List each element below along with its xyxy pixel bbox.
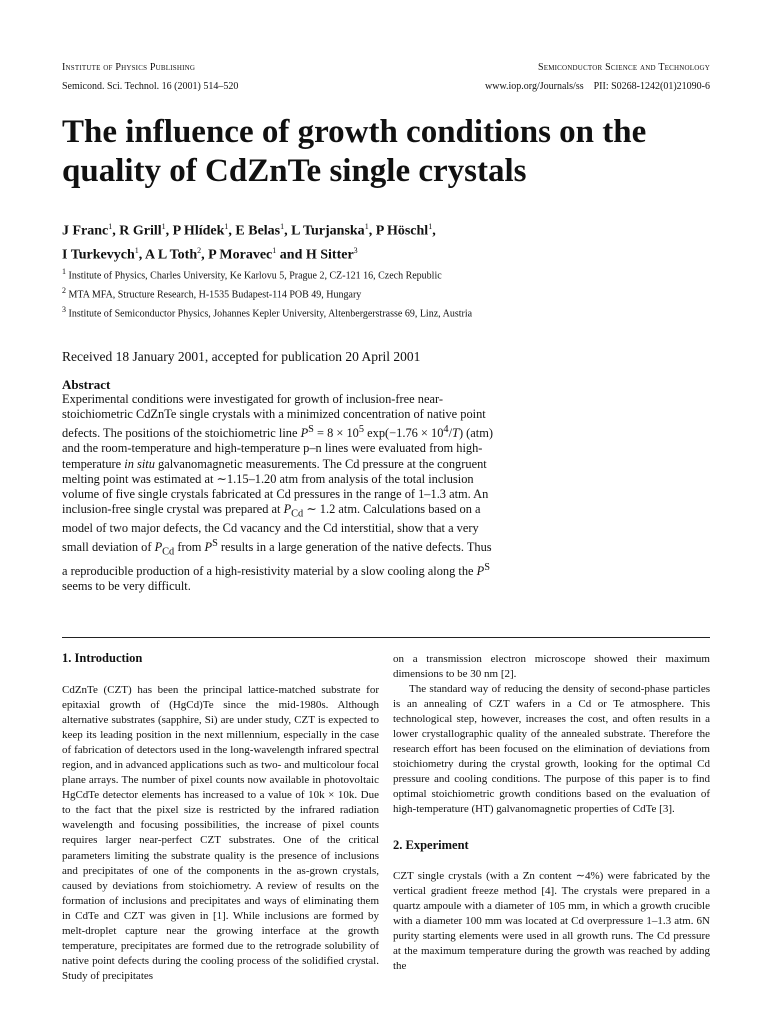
intro-paragraph-1: CdZnTe (CZT) has been the principal lattice-matched substrate for epitaxial growth of (HgCd)Te since the mid-1980s. Although alternative substrates (sapphire, Si) are under study, CZT is expected to keep its leading position in the next millennium, especially in the case of fabrication of detectors used in the long-wavelength infrared spectral region, and in advanced applications such as two- and multicolour focal plane arrays. The number of pixel counts now available in photovoltaic HgCdTe detector elements has increased to a value of 10k × 10k. Due to the fact that the pixel size is restricted by the infrared radiation wavelength and focusing possibilities, the increase of pixel counts requires larger near-perfect CZT substrates. One of the critical parameters limiting the substrate quality is the presence of inclusions and precipitates of one of the components in the as-grown crystals, caused by deviations from stoichiometry. A review of results on the formation of inclusions and precipitates and ways of eliminating them in CdTe and CZT was given in [1]. While inclusions are formed by melt-droplet capture near the growing interface at the growth temperature, precipitates are formed due to the retrograde solubility of native point defects during the cooling process of the solidified crystal. Study of precipitates <box>62 684 379 982</box>
affiliation-2: $^2$ MTA MFA, Structure Research, H-1535 Budapest-114 POB 49, Hungary <box>62 285 362 301</box>
section-divider <box>62 637 710 638</box>
intro-continuation: on a transmission electron microscope showed their maximum dimensions to be 30 nm [2]. <box>393 653 710 681</box>
paper-title: The influence of growth conditions on the quality of CdZnTe single crystals <box>62 114 647 189</box>
right-column <box>393 652 710 974</box>
affiliation-3: $^3$ Institute of Semiconductor Physics, Johannes Kepler University, Altenbergerstrasse 69, Linz, Austria <box>62 304 473 319</box>
section-heading-introduction: 1. Introduction <box>62 651 143 665</box>
received-date: Received 18 January 2001, accepted for publication 20 April 2001 <box>62 349 421 364</box>
journal-header: Semiconductor Science and Technology <box>537 62 710 73</box>
publisher-header: Institute of Physics Publishing <box>62 62 196 73</box>
intro-paragraph-2: The standard way of reducing the density of second-phase particles is an annealing of CZT wafers in a Cd or Te atmosphere. This technological step, however, increases the cost, and often results in a lower crystallographic quality of the annealed substrate. Therefore the research effort has been focused on the elimination of deviations from stoichiometry during the crystal growth, looking for the optimal Cd pressure and cooling conditions. The purpose of this paper is to find optimal stoichiometric growth conditions based on the evaluation of high-temperature (HT) galvanomagnetic properties of CdTe [3]. <box>393 683 710 816</box>
affiliations <box>62 265 492 321</box>
abstract-body: Experimental conditions were investigated for growth of inclusion-free near-stoichiometric CdZnTe single crystals with a minimized concentration of native point defects. The positions of the stoichiometric line $P^S = 8 \times 10^5$ $\exp(-1.76 \times 10^4/T)$ (atm) and the room-temperature and high-temperature p–n lines were evaluated from high-temperature in situ galvanomagnetic measurements. The Cd pressure at the congruent melting point was estimated at ∼1.15–1.20 atm from analysis of the total inclusion volume of five single crystals fabricated at Cd pressures in the range of 1–1.3 atm. An inclusion-free single crystal was prepared at $P_{Cd}$ ∼ 1.2 atm. Calculations based on a model of two major defects, the Cd vacancy and the Cd interstitial, show that a very small deviation of $P_{Cd}$ from $P^S$ results in a large generation of the native defects. Thus a reproducible production of a high-resistivity material by a slow cooling along the $P^S$ seems to be very difficult. <box>62 392 493 594</box>
affiliation-1: $^1$ Institute of Physics, Charles University, Ke Karlovu 5, Prague 2, CZ-121 16, Czech Republic <box>62 267 442 282</box>
url-pii: www.iop.org/Journals/ss PII: S0268-1242(01)21090-6 <box>485 81 710 92</box>
author-list: J Franc$^1$, R Grill$^1$, P Hlídek$^1$, E Belas$^1$, L Turjanska$^1$, P Höschl$^1$, I Turkevych$^1$, A L Toth$^2$, P Moravec$^1$ and H Sitter$^3$ <box>62 222 436 263</box>
abstract-text <box>62 392 494 594</box>
section-heading-experiment: 2. Experiment <box>393 837 469 852</box>
experiment-paragraph-1: CZT single crystals (with a Zn content ∼4%) were fabricated by the vertical gradient freeze method [4]. The crystals were prepared in a quartz ampoule with a diameter of 105 mm, in which a growth crucible with a diameter 100 mm was located at Cd overpressure 1–1.3 atm. 6N purity starting elements were used in all growth runs. The Cd pressure at the maximum temperature during the growth was reached by adding the <box>393 869 710 972</box>
citation: Semicond. Sci. Technol. 16 (2001) 514–520 <box>62 81 239 92</box>
abstract-heading: Abstract <box>62 377 111 392</box>
left-column <box>62 683 379 984</box>
